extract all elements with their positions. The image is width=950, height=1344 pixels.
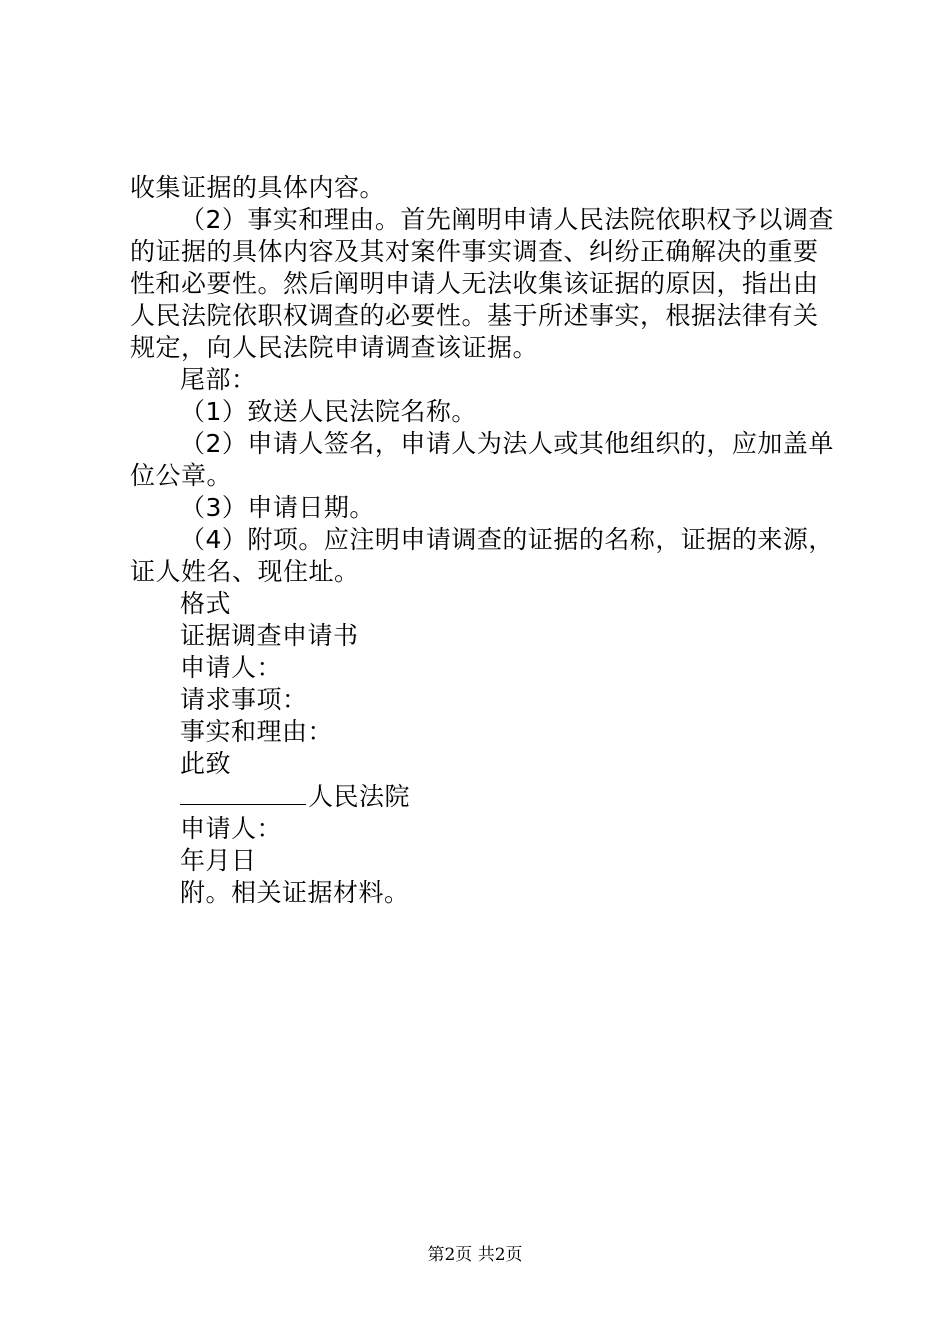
format-request: 请求事项： <box>180 685 308 714</box>
tail-item-4: （4）附项。应注明申请调查的证据的名称，证据的来源， <box>180 525 834 554</box>
format-applicant: 申请人： <box>180 653 283 682</box>
court-suffix: 人民法院 <box>308 782 411 811</box>
text-line: （2）事实和理由。首先阐明申请人民法院依职权予以调查 <box>180 205 834 234</box>
tail-item-3: （3）申请日期。 <box>180 493 375 522</box>
format-date: 年月日 <box>180 846 257 875</box>
section-format <box>130 588 830 909</box>
paragraph-facts-reasons <box>130 204 834 364</box>
format-attachment: 附。相关证据材料。 <box>180 878 410 907</box>
document-body <box>130 172 834 909</box>
format-heading: 格式 <box>180 589 232 618</box>
tail-item-4-cont: 证人姓名、现住址。 <box>130 557 360 586</box>
tail-item-2: （2）申请人签名，申请人为法人或其他组织的，应加盖单 <box>180 429 834 458</box>
court-name-blank <box>180 780 306 805</box>
tail-item-2-cont: 位公章。 <box>130 461 233 490</box>
tail-item-1: （1）致送人民法院名称。 <box>180 397 477 426</box>
format-court-line <box>130 780 830 813</box>
text-line: 规定，向人民法院申请调查该证据。 <box>130 333 539 362</box>
page-footer <box>0 1244 950 1266</box>
format-signature: 申请人： <box>180 814 283 843</box>
text-line: 的证据的具体内容及其对案件事实调查、纠纷正确解决的重要 <box>130 237 819 266</box>
format-salutation: 此致 <box>180 749 232 778</box>
text-line: 收集证据的具体内容。 <box>130 173 386 202</box>
tail-heading: 尾部： <box>180 365 257 394</box>
format-title: 证据调查申请书 <box>180 621 359 650</box>
paragraph-content-end <box>130 172 830 204</box>
page-number: 第2页 共2页 <box>427 1245 523 1265</box>
text-line: 性和必要性。然后阐明申请人无法收集该证据的原因，指出由 <box>130 269 819 298</box>
format-facts: 事实和理由： <box>180 717 334 746</box>
section-tail <box>130 364 834 588</box>
text-line: 人民法院依职权调查的必要性。基于所述事实，根据法律有关 <box>130 301 819 330</box>
